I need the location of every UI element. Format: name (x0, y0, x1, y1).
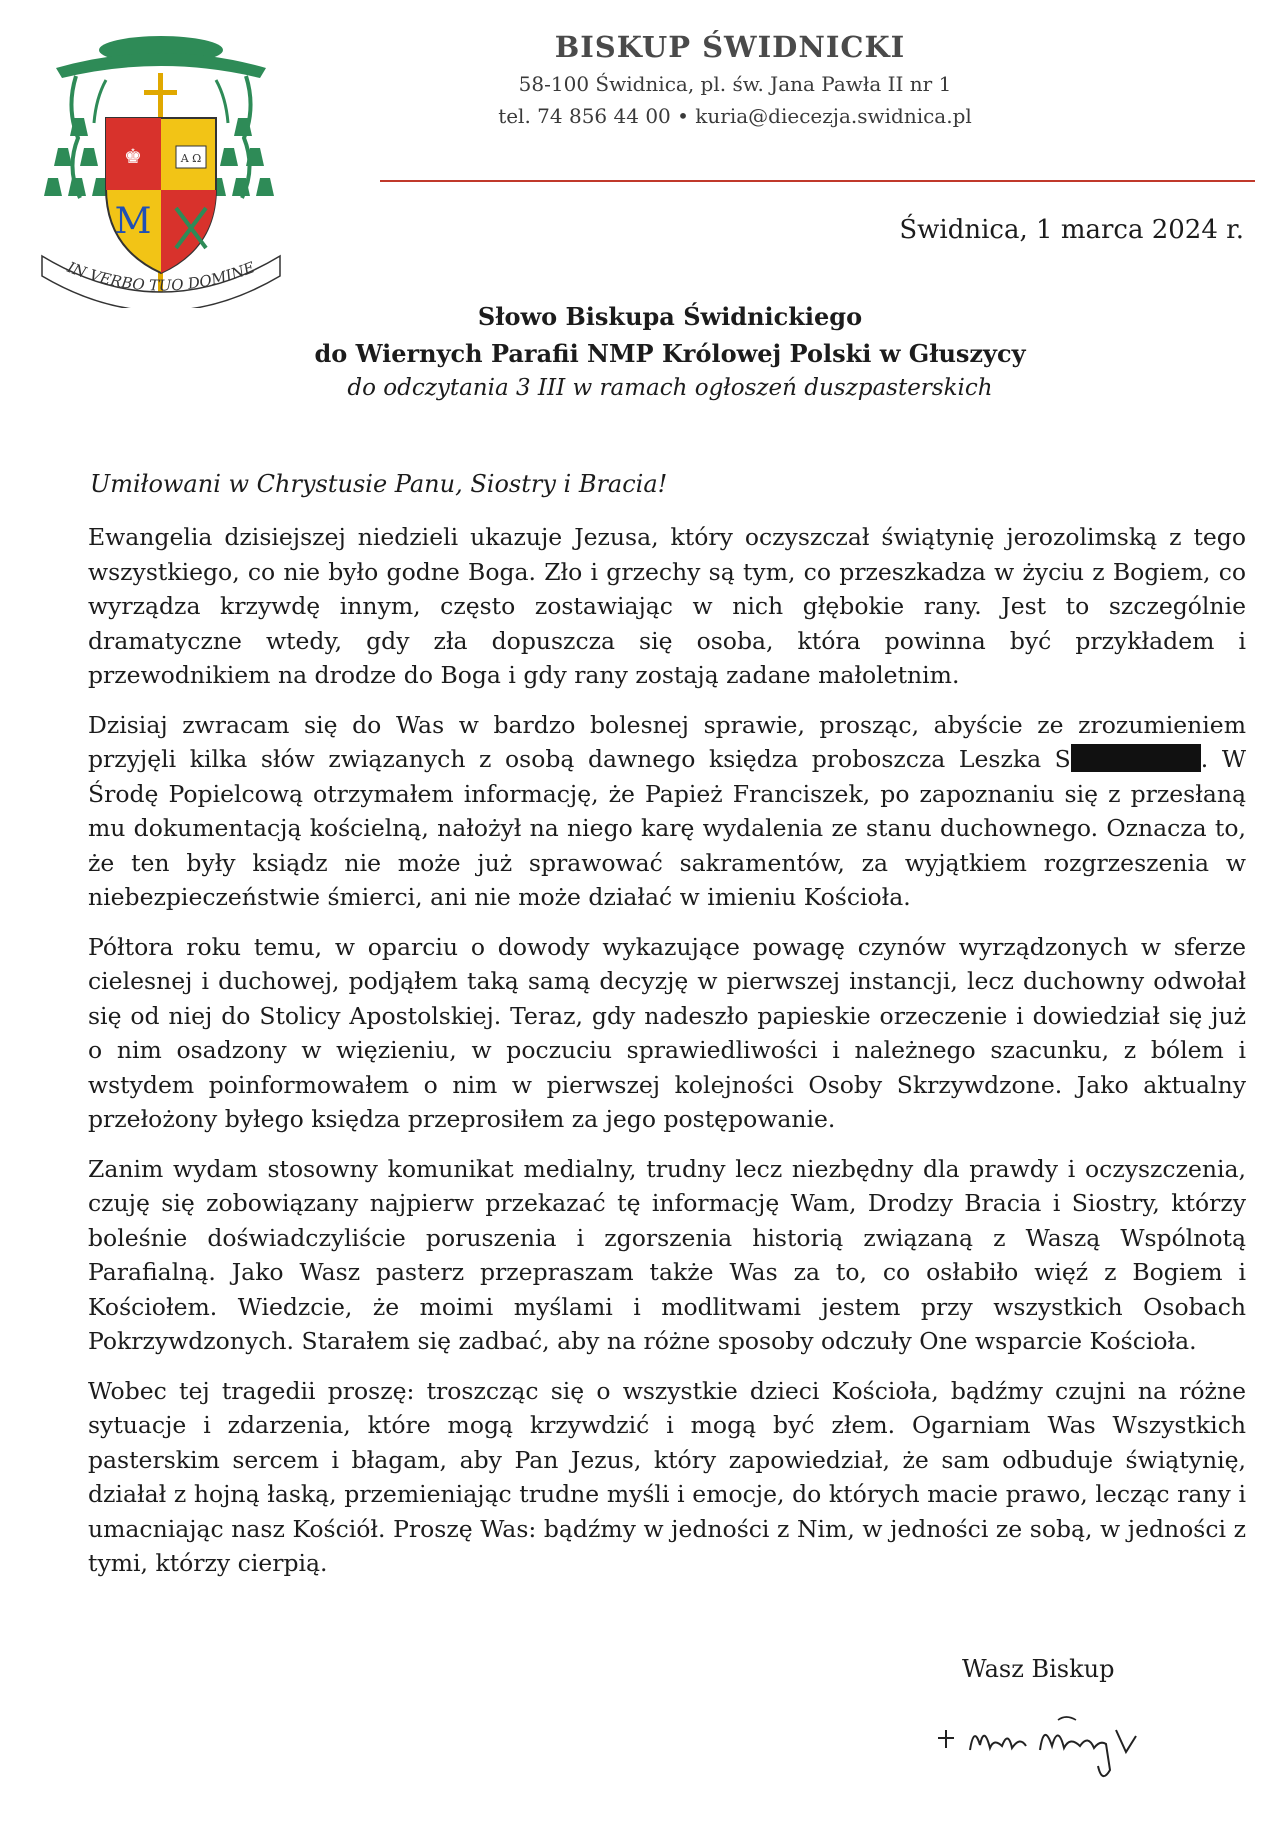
letterhead-title: BISKUP ŚWIDNICKI (554, 30, 906, 64)
paragraph-2-end: . W Środę Popielcową otrzymałem informację, że Papież Franciszek, po zapoznaniu się z przesłaną mu dokumentacją kościelną, nałożył na niego karę wydalenia ze stanu duchownego. Oznacza to, że ten były ksiądz nie może już sprawować sakramentów, za wyjątkiem rozgrzeszenia w niebezpieczeństwie śmierci, ani nie może działać w imieniu Kościoła. (88, 745, 1246, 911)
letter-heading (90, 298, 1250, 405)
heading-line-1: Słowo Biskupa Świdnickiego (477, 302, 863, 331)
letterhead-contact: tel. 74 856 44 00 • kuria@diecezja.swidnica.pl (498, 104, 972, 128)
letter-body (88, 520, 1246, 1596)
paragraph-5: Wobec tej tragedii proszę: troszcząc się o wszystkie dzieci Kościoła, bądźmy czujni na różne sytuacje i zdarzenia, które mogą krzywdzić i mogą być złem. Ogarniam Was Wszystkich pasterskim sercem i błagam, aby Pan Jezus, który zapowiedział, że sam odbuduje świątynię, działał z hojną łaską, przemieniając trudne myśli i emocje, do których macie prawo, lecząc rany i umacniając nasz Kościół. Proszę Was: bądźmy w jedności z Nim, w jedności ze sobą, w jedności z tymi, którzy cierpią. (88, 1376, 1246, 1577)
handwritten-signature (930, 1700, 1170, 1790)
paragraph-2 (88, 708, 1246, 915)
redaction-bar (1071, 744, 1201, 772)
svg-text:♚: ♚ (124, 144, 142, 168)
motto-text: IN VERBO TUO DOMINE (64, 258, 258, 295)
book-letters: A Ω (180, 152, 202, 165)
letterhead-divider (380, 180, 1255, 182)
letter-date: Świdnica, 1 marca 2024 r. (899, 215, 1244, 245)
heading-subtitle: do odczytania 3 III w ramach ogłoszeń duszpasterskich (347, 375, 993, 401)
closing: Wasz Biskup (962, 1655, 1115, 1683)
heading-line-2: do Wiernych Parafii NMP Królowej Polski w Głuszycy (314, 339, 1026, 368)
paragraph-2-start: Dzisiaj zwracam się do Was w bardzo bolesnej sprawie, prosząc, abyście ze zrozumieniem przyjęli kilka słów związanych z osobą dawnego księdza proboszcza Leszka S (88, 710, 1246, 773)
paragraph-1: Ewangelia dzisiejszej niedzieli ukazuje Jezusa, który oczyszczał świątynię jerozolimską z tego wszystkiego, co nie było godne Boga. Zło i grzechy są tym, co przeszkadza w życiu z Bogiem, co wyrządza krzywdę innym, często zostawiając w nich głębokie rany. Jest to szczególnie dramatyczne wtedy, gdy zła dopuszcza się osoba, która powinna być przykładem i przewodnikiem na drodze do Boga i gdy rany zostają zadane małoletnim. (88, 523, 1246, 689)
shield-letter: M (114, 201, 152, 242)
letterhead-address: 58-100 Świdnica, pl. św. Jana Pawła II nr 1 (518, 72, 952, 96)
letterhead (380, 30, 1260, 128)
greeting: Umiłowani w Chrystusie Panu, Siostry i Bracia! (90, 470, 668, 498)
coat-of-arms-emblem (36, 28, 286, 308)
paragraph-3: Półtora roku temu, w oparciu o dowody wykazujące powagę czynów wyrządzonych w sferze cielesnej i duchowej, podjąłem taką samą decyzję w pierwszej instancji, lecz duchowny odwołał się od niej do Stolicy Apostolskiej. Teraz, gdy nadeszło papieskie orzeczenie i dowiedział się już o nim osadzony w więzieniu, w poczuciu sprawiedliwości i należnego szacunku, z bólem i wstydem poinformowałem o nim w pierwszej kolejności Osoby Skrzywdzone. Jako aktualny przełożony byłego księdza przeprosiłem za jego postępowanie. (88, 932, 1246, 1133)
paragraph-4: Zanim wydam stosowny komunikat medialny, trudny lecz niezbędny dla prawdy i oczyszczenia, czuję się zobowiązany najpierw przekazać tę informację Wam, Drodzy Bracia i Siostry, którzy boleśnie doświadczyliście poruszenia i zgorszenia historią związaną z Waszą Wspólnotą Parafialną. Jako Wasz pasterz przepraszam także Was za to, co osłabiło więź z Bogiem i Kościołem. Wiedzcie, że moimi myślami i modlitwami jestem przy wszystkich Osobach Pokrzywdzonych. Starałem się zadbać, aby na różne sposoby odczuły One wsparcie Kościoła. (88, 1154, 1246, 1355)
